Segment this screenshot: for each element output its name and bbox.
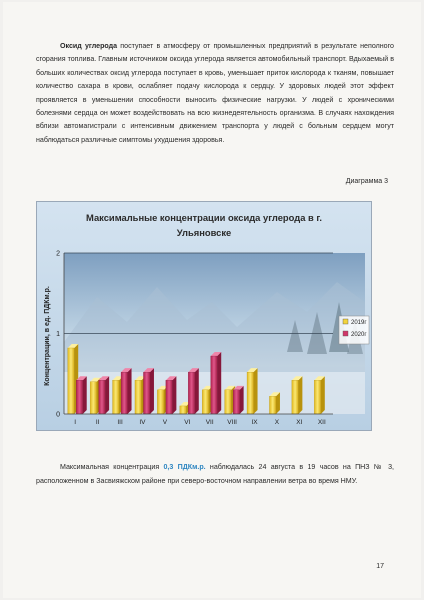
x-tick-label: X <box>274 419 280 426</box>
legend-swatch <box>343 331 348 336</box>
bar-2020 <box>166 376 177 414</box>
x-tick-label: IV <box>139 419 146 426</box>
bar-side <box>240 386 244 414</box>
bar-2020 <box>121 368 131 414</box>
y-tick-label: 0 <box>56 411 60 419</box>
bar-front <box>292 380 299 414</box>
x-tick-label: IX <box>251 419 258 426</box>
y-tick-label: 2 <box>56 250 60 258</box>
bar-front <box>314 380 321 414</box>
bar-2020 <box>233 386 244 414</box>
x-tick-label: XI <box>296 419 303 426</box>
bar-front <box>135 380 142 414</box>
bar-side <box>217 352 221 414</box>
bar-2020 <box>76 376 87 414</box>
x-tick-label: VII <box>205 419 214 426</box>
bar-front <box>247 372 254 414</box>
bold-term: Оксид углерода <box>60 42 118 50</box>
bar-side <box>195 368 199 414</box>
bar-side <box>172 376 176 414</box>
bar-front <box>68 348 75 414</box>
bar-side <box>128 368 132 414</box>
bar-front <box>90 382 97 414</box>
footer-paragraph <box>36 461 394 488</box>
bar-2020 <box>211 352 222 414</box>
x-tick-label: XII <box>317 419 326 426</box>
x-tick-label: V <box>162 419 168 426</box>
bar-2019 <box>269 392 280 414</box>
bar-front <box>166 380 173 414</box>
bar-front <box>121 372 128 414</box>
highlight-value: 0,3 ПДКм.р. <box>163 463 206 471</box>
footer-text-before: Максимальная концентрация <box>60 463 164 471</box>
y-axis-label: Концентрации, в ед. ПДКм.р. <box>44 286 51 386</box>
bar-front <box>269 396 276 414</box>
bar-front <box>188 372 195 414</box>
bar-2020 <box>99 376 110 414</box>
bar-front <box>76 380 83 414</box>
paragraph-text: поступает в атмосферу от промышленных предприятий в результате неполного сгорания топлива. Главным источником оксида углерода является автомобильный транспорт. Вдыхаемый в больших количествах оксид углерода поступает в кровь, уменьшает приток кислорода к тканям, повышает количество сахара в крови, ослабляет подачу кислорода к сердцу. У здоровых людей этот эффект проявляется в уменьшении способности выносить физические нагрузки. У людей с хроническими болезнями сердца он может воздействовать на всю жизнедеятельность организма. В случаях нахождения вблизи автомагистрали с интенсивным движением транспорта у людей с больным сердцем могут наблюдаться различные симптомы ухудшения здоровья. <box>36 42 394 144</box>
bar-front <box>99 380 106 414</box>
bar-front <box>202 390 209 414</box>
legend-swatch <box>343 319 348 324</box>
y-tick-label: 1 <box>56 331 60 338</box>
x-tick-label: III <box>117 419 123 426</box>
x-tick-label: I <box>74 419 77 426</box>
chart-frame <box>36 201 372 431</box>
bar-side <box>83 376 87 414</box>
bar-2019 <box>314 376 325 414</box>
bar-front <box>225 390 232 414</box>
bar-front <box>143 372 150 414</box>
legend-label: 2020г <box>351 332 367 338</box>
x-tick-label: II <box>95 419 100 426</box>
bar-side <box>298 376 302 414</box>
bar-side <box>254 368 258 414</box>
bar-2019 <box>292 376 303 414</box>
bar-front <box>233 390 240 414</box>
footer-text-after: наблюдалась 24 августа в 19 часов на ПНЗ № 3, расположенном в Засвияжском районе при северо-восточном направлении ветра во время НМУ. <box>36 463 394 485</box>
bar-2020 <box>188 368 199 414</box>
chart-title: Максимальные концентрации оксида углерода в г. Ульяновске <box>86 212 322 238</box>
x-tick-label: VIII <box>227 419 238 426</box>
bar-front <box>180 406 187 414</box>
bar-front <box>157 390 164 414</box>
diagram-caption: Диаграмма 3 <box>345 178 388 185</box>
page-number: 17 <box>376 563 384 570</box>
bar-side <box>105 376 109 414</box>
x-tick-label: VI <box>184 419 191 426</box>
bar-2019 <box>247 368 258 414</box>
body-paragraph <box>36 40 394 147</box>
bar-side <box>321 376 325 414</box>
bar-side <box>150 368 154 414</box>
legend-label: 2019г <box>351 320 367 326</box>
bar-front <box>113 380 120 414</box>
bar-2020 <box>143 368 154 414</box>
bar-front <box>211 356 218 414</box>
